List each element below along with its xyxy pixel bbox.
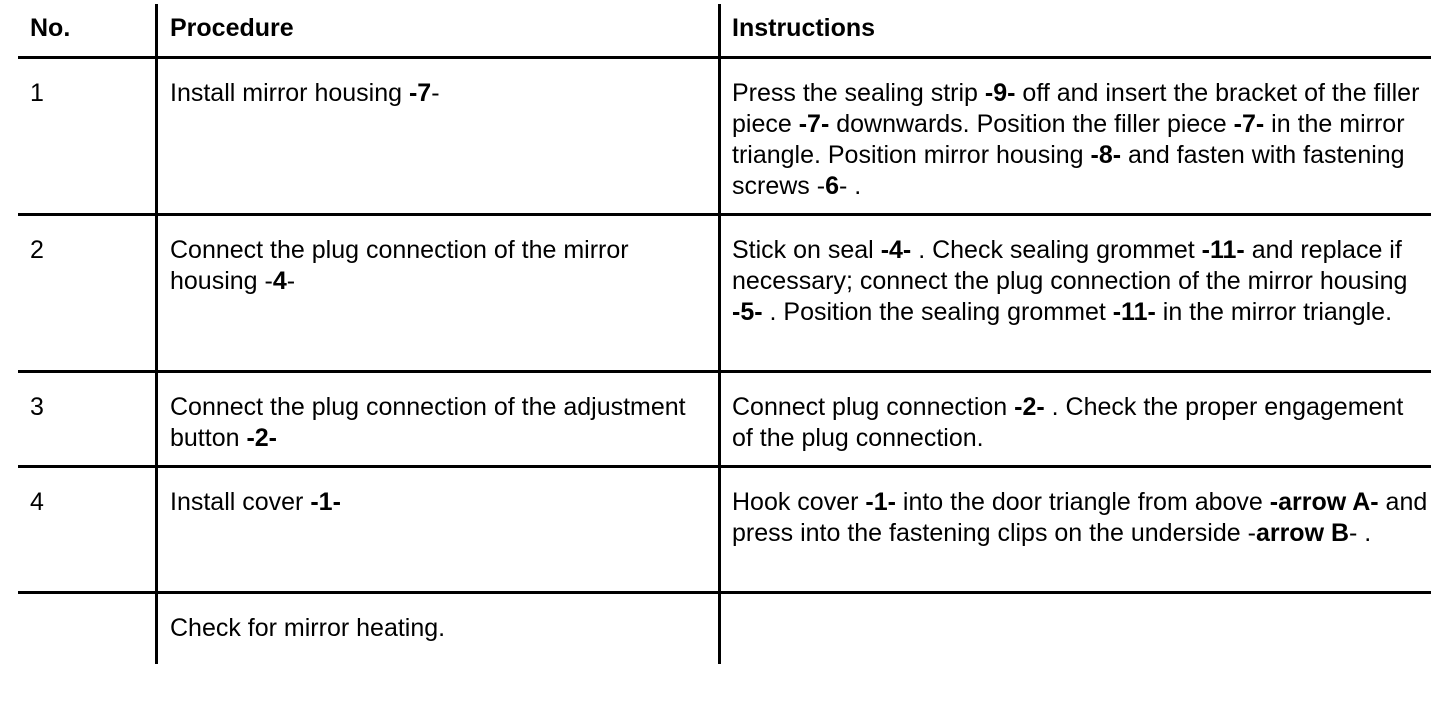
row-number: 2 — [30, 236, 44, 264]
text-run: in the mirror triangle. Position mirror housing — [732, 110, 1405, 169]
row-number: 4 — [30, 488, 44, 516]
text-run: . Position the sealing grommet — [762, 298, 1113, 326]
table-row — [18, 468, 1431, 594]
text-run: . Check the proper engagement of the plug connection. — [732, 393, 1404, 452]
text-run: and fasten with fastening screws - — [732, 141, 1405, 200]
part-reference: -2- — [246, 424, 278, 452]
part-reference: 6 — [825, 172, 839, 200]
part-reference: -arrow A- — [1269, 488, 1379, 516]
text-run: off and insert the bracket of the filler piece — [732, 79, 1420, 138]
text-run: Install cover — [170, 488, 311, 516]
procedure-cell — [155, 216, 718, 370]
table-row — [18, 59, 1431, 216]
text-run: Connect the plug connection of the adjustment button — [170, 393, 686, 452]
table-row — [18, 373, 1431, 468]
part-reference: -5- — [732, 298, 763, 326]
procedure-cell — [155, 468, 718, 591]
table-row — [18, 594, 1431, 664]
instructions-cell — [718, 59, 1431, 213]
procedure-cell — [155, 373, 718, 465]
text-run: in the mirror triangle. — [1155, 298, 1393, 326]
text-run: downwards. Position the filler piece — [829, 110, 1234, 138]
text-run: Stick on seal — [732, 236, 881, 264]
text-run: - — [286, 267, 296, 295]
text-run: and replace if necessary; connect the plug connection of the mirror housing — [732, 236, 1408, 295]
part-reference: -11- — [1201, 236, 1245, 264]
part-reference: -9- — [984, 79, 1016, 107]
text-run: Connect the plug connection of the mirror housing - — [170, 236, 629, 295]
procedure-table — [18, 4, 1431, 664]
text-run: Check for mirror heating. — [170, 614, 446, 642]
header-procedure: Procedure — [155, 4, 718, 56]
text-run: Connect plug connection — [732, 393, 1015, 421]
instructions-cell — [718, 594, 1431, 664]
part-reference: -1- — [310, 488, 341, 516]
part-reference: 4 — [272, 267, 287, 295]
text-run: . Check sealing grommet — [911, 236, 1202, 264]
procedure-cell — [155, 594, 718, 664]
instructions-cell — [718, 468, 1431, 591]
text-run: into the door triangle from above — [895, 488, 1270, 516]
text-run: - — [431, 79, 440, 107]
text-run: - . — [1349, 519, 1372, 547]
text-run: and press into the fastening clips on the underside - — [732, 488, 1428, 547]
row-number: 1 — [30, 79, 44, 107]
part-reference: -7- — [1233, 110, 1265, 138]
part-reference: -1- — [865, 488, 896, 516]
part-reference: -11- — [1112, 298, 1156, 326]
text-run: Install mirror housing — [170, 79, 409, 107]
part-reference: -2- — [1014, 393, 1045, 421]
text-run: Hook cover — [732, 488, 866, 516]
row-number — [18, 594, 155, 664]
text-run: Press the sealing strip — [732, 79, 985, 107]
header-no: No. — [30, 14, 71, 42]
part-reference: -8- — [1090, 141, 1122, 169]
part-reference: -7 — [408, 79, 432, 107]
instructions-cell — [718, 373, 1431, 465]
part-reference: -7- — [798, 110, 830, 138]
header-instructions: Instructions — [718, 4, 1431, 56]
table-row — [18, 216, 1431, 373]
part-reference: arrow B — [1255, 519, 1350, 547]
part-reference: -4- — [880, 236, 912, 264]
procedure-cell — [155, 59, 718, 213]
text-run: - . — [838, 172, 862, 200]
table-header — [18, 4, 1431, 59]
row-number: 3 — [30, 393, 44, 421]
instructions-cell — [718, 216, 1431, 370]
